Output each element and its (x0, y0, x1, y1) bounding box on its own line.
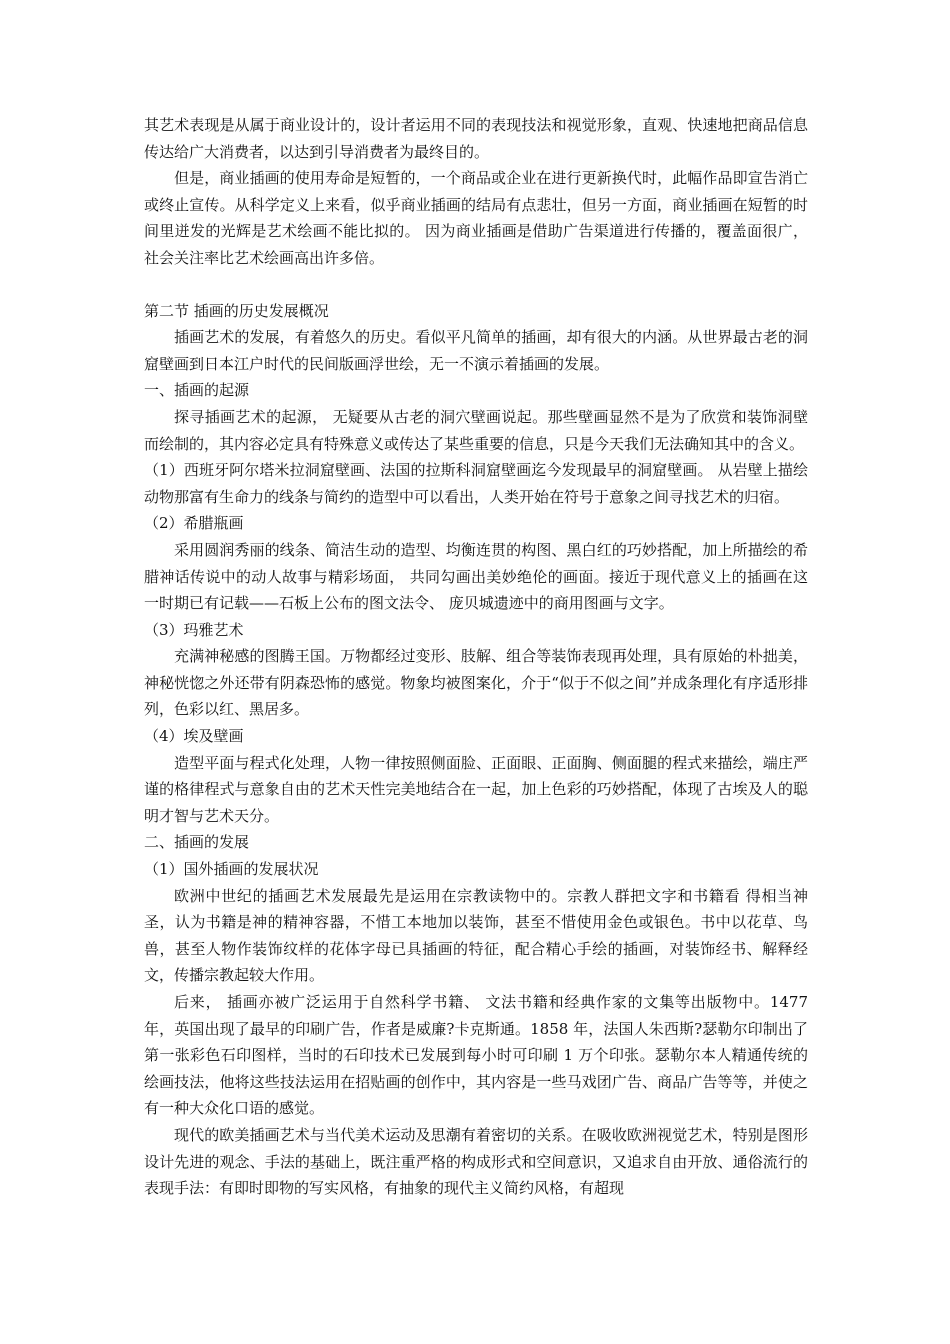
list-heading: （4）埃及壁画 (144, 727, 244, 746)
list-heading: （3）玛雅艺术 (144, 620, 244, 639)
body-paragraph: 欧洲中世纪的插画艺术发展最先是运用在宗教读物中的。宗教人群把文字和书籍看 得相当神圣，认为书籍是神的精神容器，不惜工本地加以装饰，甚至不惜使用金色或银色。书中以花草、鸟兽，甚至人物作装饰纹样的花体字母已具插画的特征，配合精心手绘的插画，对装饰经书、解释经文，传播宗教起较大作用。 (144, 886, 808, 985)
body-paragraph: 现代的欧美插画艺术与当代美术运动及思潮有着密切的关系。在吸收欧洲视觉艺术，特别是图形设计先进的观念、手法的基础上，既注重严格的构成形式和空间意识，又追求自由开放、通俗流行的表现手法：有即时即物的写实风格，有抽象的现代主义简约风格，有超现 (144, 1125, 808, 1198)
body-paragraph: 造型平面与程式化处理，人物一律按照侧面脸、正面眼、正面胸、侧面腿的程式来描绘，端庄严谨的格律程式与意象自由的艺术天性完美地结合在一起，加上色彩的巧妙搭配，体现了古埃及人的聪明才智与艺术天分。 (144, 753, 808, 825)
body-paragraph: 但是，商业插画的使用寿命是短暂的，一个商品或企业在进行更新换代时，此幅作品即宣告消亡或终止宣传。从科学定义上来看，似乎商业插画的结局有点悲壮，但另一方面，商业插画在短暂的时间里迸发的光辉是艺术绘画不能比拟的。 因为商业插画是借助广告渠道进行传播的，覆盖面很广，社会关注率比艺术绘画高出许多倍。 (144, 169, 808, 267)
document-page (144, 112, 808, 1202)
list-item-paragraph: （1）西班牙阿尔塔米拉洞窟壁画、法国的拉斯科洞窟壁画迄今发现最早的洞窟壁画。 从岩壁上描绘动物那富有生命力的线条与简约的造型中可以看出，人类开始在符号于意象之间寻找艺术的归宿。 (144, 461, 808, 506)
body-paragraph: 其艺术表现是从属于商业设计的，设计者运用不同的表现技法和视觉形象，直观、快速地把商品信息传达给广大消费者，以达到引导消费者为最终目的。 (144, 116, 808, 161)
list-heading: （2）希腊瓶画 (144, 514, 244, 533)
body-paragraph: 后来， 插画亦被广泛运用于自然科学书籍、 文法书籍和经典作家的文集等出版物中。1477 年，英国出现了最早的印刷广告，作者是威廉?卡克斯通。1858 年，法国人朱西斯?瑟勒尔印制出了第一张彩色石印图样，当时的石印技术已发展到每小时可印刷 1 万个印张。瑟勒尔本人精通传统的绘画技法，他将这些技法运用在招贴画的创作中，其内容是一些马戏团广告、商品广告等等，并使之有一种大众化口语的感觉。 (144, 993, 808, 1118)
body-paragraph: 探寻插画艺术的起源， 无疑要从古老的洞穴壁画说起。那些壁画显然不是为了欣赏和装饰洞壁而绘制的，其内容必定具有特殊意义或传达了某些重要的信息，只是今天我们无法确知其中的含义。 (144, 407, 808, 453)
body-paragraph: 采用圆润秀丽的线条、简洁生动的造型、均衡连贯的构图、黑白红的巧妙搭配，加上所描绘的希腊神话传说中的动人故事与精彩场面， 共同勾画出美妙绝伦的画面。接近于现代意义上的插画在这一时期已有记载——石板上公布的图文法令、 庞贝城遗迹中的商用图画与文字。 (144, 540, 808, 613)
subsection-heading: 二、插画的发展 (144, 833, 250, 852)
body-paragraph: 充满神秘感的图腾王国。万物都经过变形、肢解、组合等装饰表现再处理，具有原始的朴拙美，神秘恍惚之外还带有阴森恐怖的感觉。物象均被图案化，介于“似于不似之间”并成条理化有序适形排列，色彩以红、黑居多。 (144, 647, 808, 719)
section-heading: 第二节 插画的历史发展概况 (144, 301, 329, 320)
subsection-heading: 一、插画的起源 (144, 381, 250, 400)
list-heading: （1）国外插画的发展状况 (144, 860, 319, 879)
paragraph-gap (144, 272, 808, 298)
body-paragraph: 插画艺术的发展，有着悠久的历史。看似平凡简单的插画，却有很大的内涵。从世界最古老的洞窟壁画到日本江户时代的民间版画浮世绘，无一不演示着插画的发展。 (144, 328, 808, 373)
